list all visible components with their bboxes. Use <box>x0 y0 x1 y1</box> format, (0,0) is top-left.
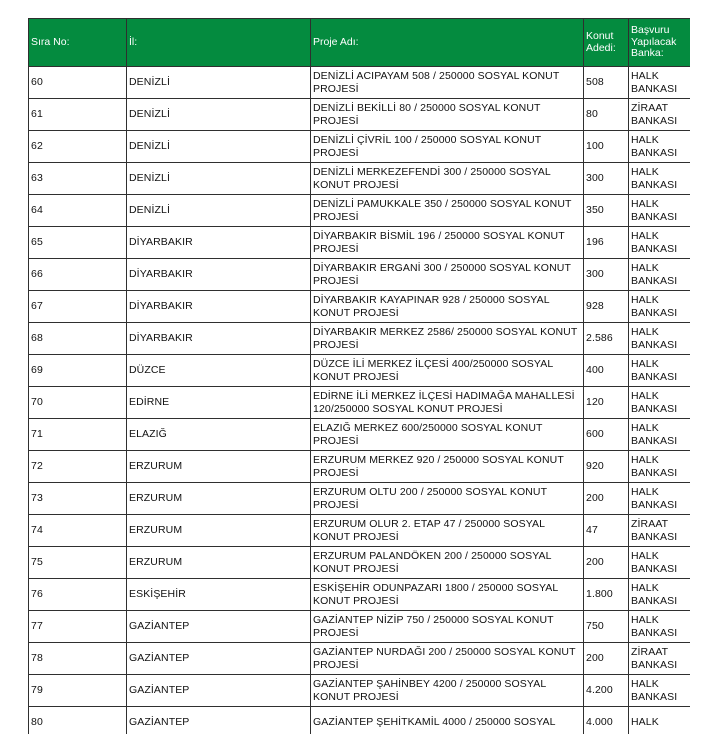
cell-konut-adedi: 100 <box>584 131 629 163</box>
cell-proje-adi: ERZURUM OLUR 2. ETAP 47 / 250000 SOSYAL KONUT PROJESİ <box>311 515 584 547</box>
project-table <box>28 18 690 734</box>
cell-banka: HALK BANKASI <box>629 451 691 483</box>
cell-sira-no: 78 <box>29 643 127 675</box>
cell-il: GAZİANTEP <box>127 611 311 643</box>
cell-il: DENİZLİ <box>127 163 311 195</box>
cell-proje-adi: DENİZLİ ACIPAYAM 508 / 250000 SOSYAL KONUT PROJESİ <box>311 67 584 99</box>
header-sira-no: Sıra No: <box>29 19 127 67</box>
table-row <box>29 195 691 227</box>
cell-il: DİYARBAKIR <box>127 323 311 355</box>
cell-konut-adedi: 47 <box>584 515 629 547</box>
cell-banka: ZİRAAT BANKASI <box>629 515 691 547</box>
cell-il: DİYARBAKIR <box>127 291 311 323</box>
cell-konut-adedi: 600 <box>584 419 629 451</box>
cell-konut-adedi: 4.000 <box>584 707 629 735</box>
cell-proje-adi: ERZURUM PALANDÖKEN 200 / 250000 SOSYAL KONUT PROJESİ <box>311 547 584 579</box>
cell-proje-adi: ESKİŞEHİR ODUNPAZARI 1800 / 250000 SOSYAL KONUT PROJESİ <box>311 579 584 611</box>
cell-il: DENİZLİ <box>127 99 311 131</box>
header-il: İl: <box>127 19 311 67</box>
cell-konut-adedi: 200 <box>584 547 629 579</box>
cell-proje-adi: GAZİANTEP ŞEHİTKAMİL 4000 / 250000 SOSYAL <box>311 707 584 735</box>
cell-il: DENİZLİ <box>127 131 311 163</box>
cell-konut-adedi: 80 <box>584 99 629 131</box>
cell-proje-adi: GAZİANTEP ŞAHİNBEY 4200 / 250000 SOSYAL KONUT PROJESİ <box>311 675 584 707</box>
cell-banka: HALK BANKASI <box>629 67 691 99</box>
table-row <box>29 643 691 675</box>
cell-sira-no: 73 <box>29 483 127 515</box>
table-row <box>29 99 691 131</box>
cell-banka: HALK BANKASI <box>629 675 691 707</box>
cell-konut-adedi: 300 <box>584 163 629 195</box>
cell-proje-adi: ELAZIĞ MERKEZ 600/250000 SOSYAL KONUT PROJESİ <box>311 419 584 451</box>
table-row <box>29 547 691 579</box>
cell-sira-no: 60 <box>29 67 127 99</box>
cell-proje-adi: GAZİANTEP NURDAĞI 200 / 250000 SOSYAL KONUT PROJESİ <box>311 643 584 675</box>
cell-proje-adi: DENİZLİ ÇİVRİL 100 / 250000 SOSYAL KONUT PROJESİ <box>311 131 584 163</box>
cell-il: GAZİANTEP <box>127 643 311 675</box>
cell-konut-adedi: 400 <box>584 355 629 387</box>
table-row <box>29 131 691 163</box>
cell-konut-adedi: 2.586 <box>584 323 629 355</box>
table-row <box>29 675 691 707</box>
cell-il: DENİZLİ <box>127 67 311 99</box>
table-header <box>29 19 691 67</box>
cell-konut-adedi: 196 <box>584 227 629 259</box>
cell-banka: HALK BANKASI <box>629 227 691 259</box>
cell-konut-adedi: 1.800 <box>584 579 629 611</box>
cell-banka: HALK BANKASI <box>629 483 691 515</box>
table-row <box>29 419 691 451</box>
cell-banka: HALK BANKASI <box>629 419 691 451</box>
cell-proje-adi: GAZİANTEP NİZİP 750 / 250000 SOSYAL KONUT PROJESİ <box>311 611 584 643</box>
cell-konut-adedi: 920 <box>584 451 629 483</box>
cell-sira-no: 70 <box>29 387 127 419</box>
cell-banka: HALK BANKASI <box>629 355 691 387</box>
cell-banka: HALK BANKASI <box>629 291 691 323</box>
cell-banka: HALK BANKASI <box>629 547 691 579</box>
cell-il: EDİRNE <box>127 387 311 419</box>
cell-il: DİYARBAKIR <box>127 227 311 259</box>
cell-konut-adedi: 4.200 <box>584 675 629 707</box>
cell-sira-no: 65 <box>29 227 127 259</box>
table-row <box>29 355 691 387</box>
cell-sira-no: 76 <box>29 579 127 611</box>
cell-sira-no: 66 <box>29 259 127 291</box>
cell-konut-adedi: 200 <box>584 643 629 675</box>
cell-proje-adi: DİYARBAKIR KAYAPINAR 928 / 250000 SOSYAL KONUT PROJESİ <box>311 291 584 323</box>
cell-proje-adi: DENİZLİ MERKEZEFENDİ 300 / 250000 SOSYAL KONUT PROJESİ <box>311 163 584 195</box>
cell-banka: HALK <box>629 707 691 735</box>
table-body <box>29 67 691 735</box>
cell-banka: HALK BANKASI <box>629 259 691 291</box>
table-row <box>29 515 691 547</box>
cell-il: ERZURUM <box>127 483 311 515</box>
table-row <box>29 579 691 611</box>
cell-konut-adedi: 120 <box>584 387 629 419</box>
cell-konut-adedi: 750 <box>584 611 629 643</box>
cell-sira-no: 79 <box>29 675 127 707</box>
cell-banka: HALK BANKASI <box>629 611 691 643</box>
cell-banka: HALK BANKASI <box>629 163 691 195</box>
cell-banka: ZİRAAT BANKASI <box>629 643 691 675</box>
cell-sira-no: 69 <box>29 355 127 387</box>
cell-il: ERZURUM <box>127 515 311 547</box>
cell-sira-no: 64 <box>29 195 127 227</box>
cell-sira-no: 75 <box>29 547 127 579</box>
cell-proje-adi: DENİZLİ PAMUKKALE 350 / 250000 SOSYAL KONUT PROJESİ <box>311 195 584 227</box>
cell-il: ERZURUM <box>127 451 311 483</box>
cell-banka: HALK BANKASI <box>629 579 691 611</box>
cell-banka: HALK BANKASI <box>629 387 691 419</box>
cell-proje-adi: ERZURUM MERKEZ 920 / 250000 SOSYAL KONUT PROJESİ <box>311 451 584 483</box>
cell-konut-adedi: 928 <box>584 291 629 323</box>
project-table-sheet <box>28 18 690 734</box>
cell-konut-adedi: 200 <box>584 483 629 515</box>
cell-proje-adi: DİYARBAKIR BİSMİL 196 / 250000 SOSYAL KONUT PROJESİ <box>311 227 584 259</box>
cell-il: DİYARBAKIR <box>127 259 311 291</box>
cell-konut-adedi: 350 <box>584 195 629 227</box>
cell-konut-adedi: 508 <box>584 67 629 99</box>
cell-sira-no: 77 <box>29 611 127 643</box>
table-row <box>29 227 691 259</box>
cell-proje-adi: ERZURUM OLTU 200 / 250000 SOSYAL KONUT PROJESİ <box>311 483 584 515</box>
cell-il: ESKİŞEHİR <box>127 579 311 611</box>
table-row <box>29 163 691 195</box>
table-row <box>29 67 691 99</box>
cell-sira-no: 80 <box>29 707 127 735</box>
cell-il: ELAZIĞ <box>127 419 311 451</box>
cell-il: GAZİANTEP <box>127 675 311 707</box>
cell-sira-no: 72 <box>29 451 127 483</box>
header-konut-adedi: Konut Adedi: <box>584 19 629 67</box>
header-row <box>29 19 691 67</box>
cell-banka: HALK BANKASI <box>629 195 691 227</box>
table-row <box>29 291 691 323</box>
cell-banka: HALK BANKASI <box>629 323 691 355</box>
cell-sira-no: 67 <box>29 291 127 323</box>
cell-il: DENİZLİ <box>127 195 311 227</box>
cell-sira-no: 62 <box>29 131 127 163</box>
table-row <box>29 707 691 735</box>
cell-il: DÜZCE <box>127 355 311 387</box>
cell-banka: HALK BANKASI <box>629 131 691 163</box>
header-proje-adi: Proje Adı: <box>311 19 584 67</box>
cell-sira-no: 71 <box>29 419 127 451</box>
cell-sira-no: 68 <box>29 323 127 355</box>
cell-il: GAZİANTEP <box>127 707 311 735</box>
cell-proje-adi: EDİRNE İLİ MERKEZ İLÇESİ HADIMAĞA MAHALLESİ 120/250000 SOSYAL KONUT PROJESİ <box>311 387 584 419</box>
table-row <box>29 451 691 483</box>
cell-konut-adedi: 300 <box>584 259 629 291</box>
table-row <box>29 483 691 515</box>
cell-sira-no: 61 <box>29 99 127 131</box>
table-row <box>29 323 691 355</box>
cell-proje-adi: DENİZLİ BEKİLLİ 80 / 250000 SOSYAL KONUT PROJESİ <box>311 99 584 131</box>
header-banka: Başvuru Yapılacak Banka: <box>629 19 691 67</box>
table-row <box>29 259 691 291</box>
cell-proje-adi: DİYARBAKIR ERGANİ 300 / 250000 SOSYAL KONUT PROJESİ <box>311 259 584 291</box>
table-row <box>29 387 691 419</box>
cell-sira-no: 63 <box>29 163 127 195</box>
cell-sira-no: 74 <box>29 515 127 547</box>
cell-banka: ZİRAAT BANKASI <box>629 99 691 131</box>
cell-il: ERZURUM <box>127 547 311 579</box>
table-row <box>29 611 691 643</box>
cell-proje-adi: DÜZCE İLİ MERKEZ İLÇESİ 400/250000 SOSYAL KONUT PROJESİ <box>311 355 584 387</box>
cell-proje-adi: DİYARBAKIR MERKEZ 2586/ 250000 SOSYAL KONUT PROJESİ <box>311 323 584 355</box>
